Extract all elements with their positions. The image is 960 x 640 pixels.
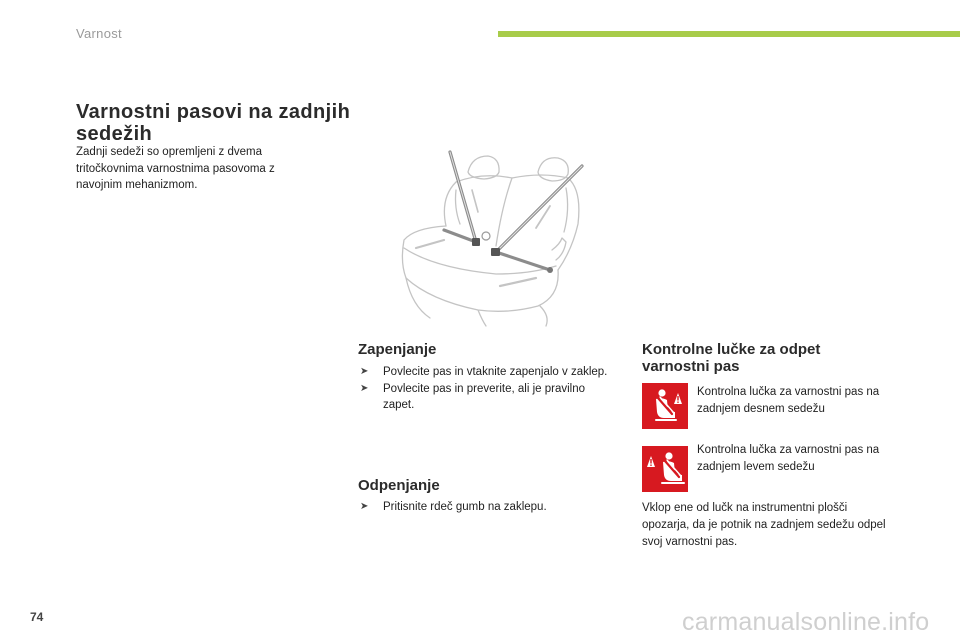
intro-text: Zadnji sedeži so opremljeni z dvema tritočkovnima varnostnima pasovoma z navojnim mehanizmom. <box>76 146 275 191</box>
list-item-text: Pritisnite rdeč gumb na zaklepu. <box>383 501 547 513</box>
list-item-text: Povlecite pas in preverite, ali je pravilno zapet. <box>383 382 585 411</box>
section-title: Varnost <box>76 26 122 41</box>
warning-note: Vklop ene od lučk na instrumentni plošči opozarja, da je potnik na zadnjem sedežu odpel svoj varnostni pas. <box>642 502 886 548</box>
seatbelt-warning-left-icon <box>642 446 688 492</box>
rear-seat-belt-illustration <box>400 150 586 328</box>
seatbelt-warning-right-icon <box>642 383 688 429</box>
accent-bar <box>498 31 960 37</box>
list-item <box>360 499 610 516</box>
page-number: 74 <box>30 610 44 624</box>
warning-lamps-heading: Kontrolne lučke za odpet varnostni pas <box>642 341 821 375</box>
lamp-description: Kontrolna lučka za varnostni pas na zadnjem levem sedežu <box>697 444 880 473</box>
list-item <box>360 381 610 414</box>
unfastening-heading: Odpenjanje <box>358 477 440 494</box>
page-title: Varnostni pasovi na zadnjih sedežih <box>76 101 351 145</box>
list-item <box>360 364 610 381</box>
watermark: carmanualsonline.info <box>682 608 930 636</box>
list-item-text: Povlecite pas in vtaknite zapenjalo v zaklep. <box>383 366 608 378</box>
arrow-bullet-icon: ➤ <box>360 366 369 377</box>
lamp-description: Kontrolna lučka za varnostni pas na zadnjem desnem sedežu <box>697 386 880 415</box>
fastening-heading: Zapenjanje <box>358 341 437 358</box>
arrow-bullet-icon: ➤ <box>360 382 369 394</box>
fastening-list <box>360 364 610 414</box>
arrow-bullet-icon: ➤ <box>360 501 369 512</box>
unfastening-list <box>360 499 610 516</box>
